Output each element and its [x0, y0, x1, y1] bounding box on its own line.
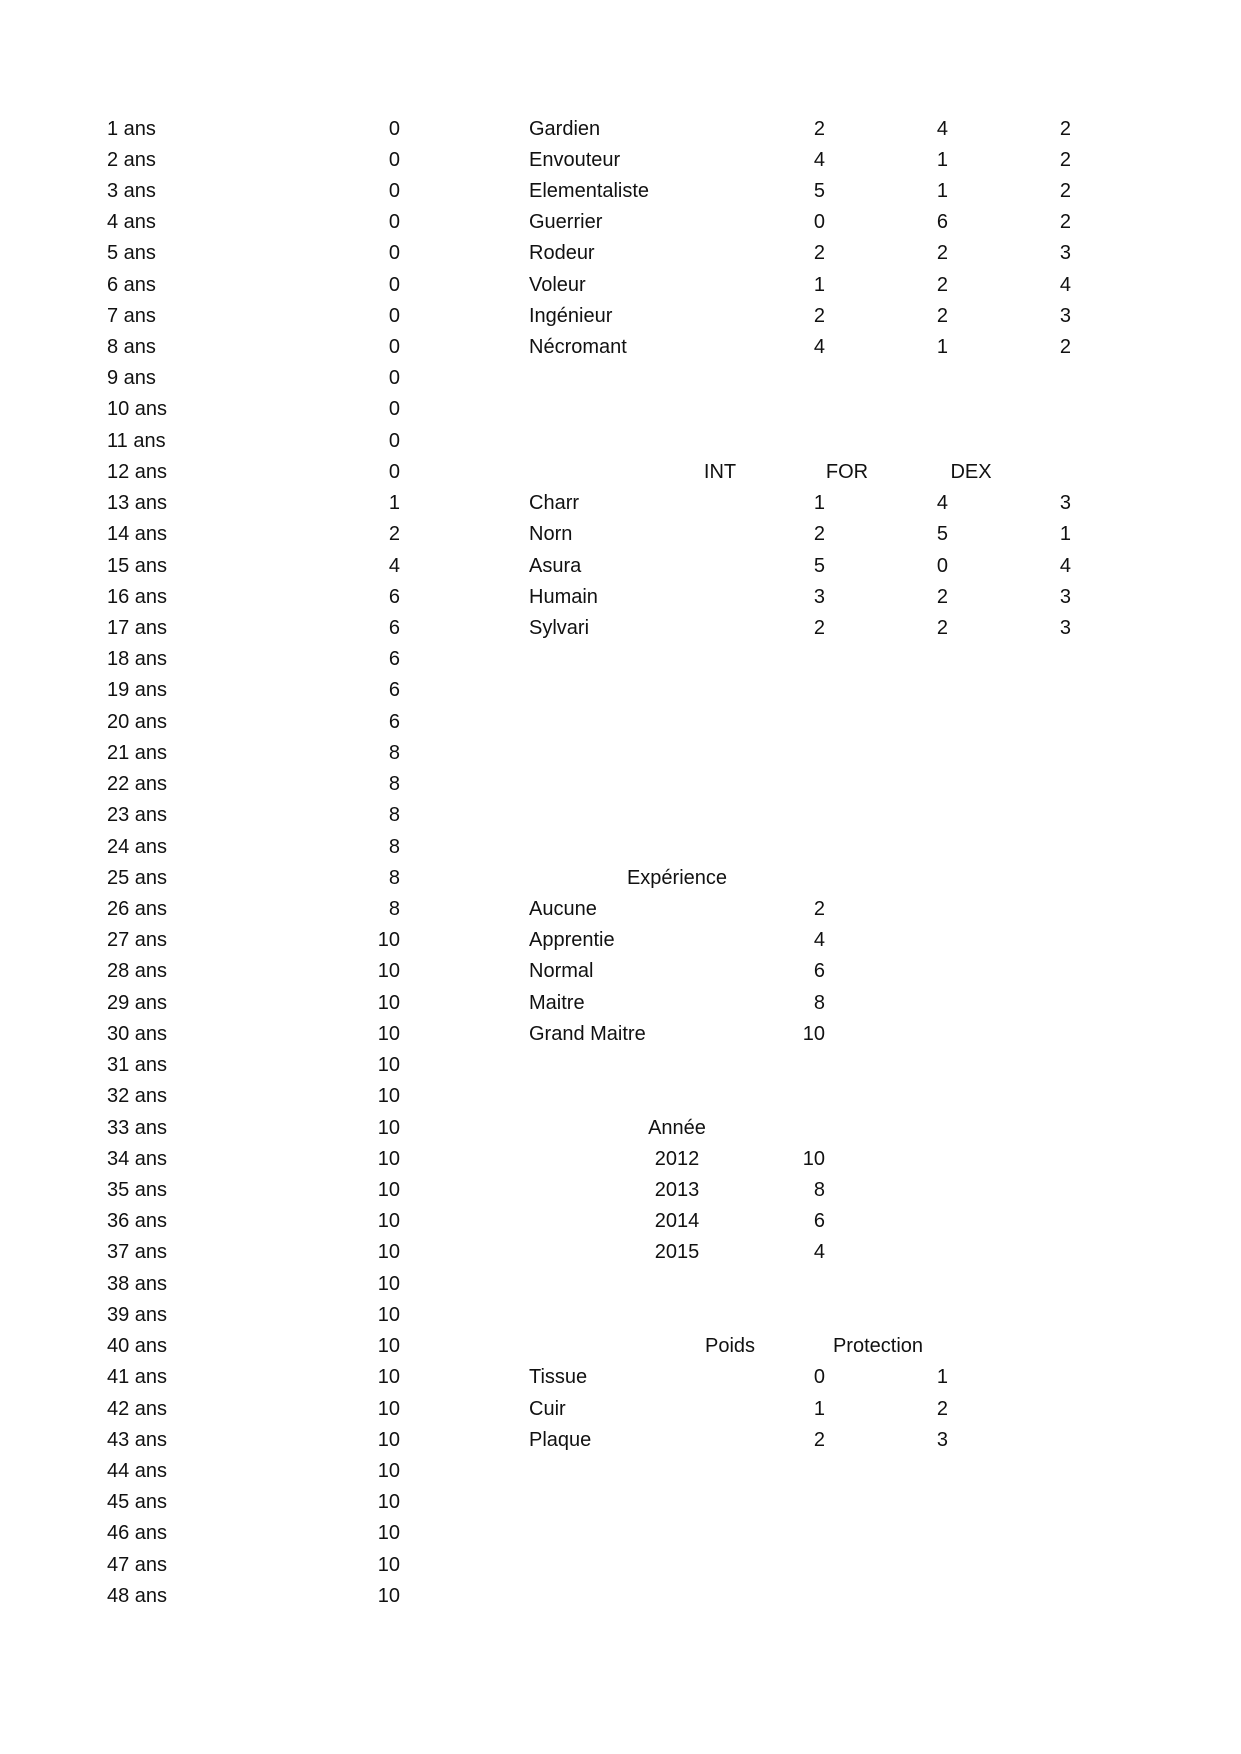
class-name: Nécromant: [529, 336, 627, 359]
age-value: 10: [377, 1178, 400, 1201]
armor-weight: 1: [813, 1397, 825, 1420]
age-label: 7 ans: [107, 304, 156, 327]
race-int: 5: [813, 554, 825, 577]
age-label: 36 ans: [107, 1210, 168, 1233]
race-name: Charr: [529, 492, 580, 515]
armor-protection: 2: [936, 1397, 948, 1420]
age-value: 6: [388, 679, 400, 702]
race-int: 3: [813, 585, 825, 608]
age-label: 23 ans: [107, 804, 168, 827]
age-value: 8: [388, 835, 400, 858]
class-name: Envouteur: [529, 148, 621, 171]
race-for: 5: [936, 523, 948, 546]
age-label: 44 ans: [107, 1459, 168, 1482]
age-label: 43 ans: [107, 1428, 168, 1451]
class-name: Gardien: [529, 117, 601, 140]
age-value: 0: [388, 336, 400, 359]
age-value: 1: [388, 492, 400, 515]
year-label: 2014: [654, 1210, 700, 1233]
age-label: 25 ans: [107, 866, 168, 889]
age-value: 0: [388, 460, 400, 483]
age-label: 4 ans: [107, 211, 156, 234]
race-name: Asura: [529, 554, 582, 577]
year-label: 2013: [654, 1178, 700, 1201]
age-label: 30 ans: [107, 1022, 168, 1045]
age-label: 34 ans: [107, 1147, 168, 1170]
age-label: 10 ans: [107, 398, 168, 421]
class-name: Elementaliste: [529, 179, 650, 202]
race-dex: 3: [1059, 617, 1071, 640]
age-value: 10: [377, 1116, 400, 1139]
armor-name: Plaque: [529, 1428, 592, 1451]
age-label: 24 ans: [107, 835, 168, 858]
race-for: 4: [936, 492, 948, 515]
age-label: 29 ans: [107, 991, 168, 1014]
class-value-1: 4: [813, 336, 825, 359]
experience-level: Apprentie: [529, 929, 615, 952]
age-value: 0: [388, 273, 400, 296]
race-for: 0: [936, 554, 948, 577]
class-name: Rodeur: [529, 242, 595, 265]
age-value: 10: [377, 1054, 400, 1077]
age-label: 48 ans: [107, 1584, 168, 1607]
race-header-int: INT: [703, 460, 737, 483]
race-int: 2: [813, 617, 825, 640]
age-label: 38 ans: [107, 1272, 168, 1295]
armor-protection: 3: [936, 1428, 948, 1451]
age-label: 39 ans: [107, 1303, 168, 1326]
age-value: 0: [388, 242, 400, 265]
age-label: 8 ans: [107, 336, 156, 359]
age-value: 8: [388, 898, 400, 920]
class-name: Ingénieur: [529, 304, 613, 327]
race-for: 2: [936, 617, 948, 640]
experience-value: 10: [802, 1022, 825, 1045]
age-value: 10: [377, 991, 400, 1014]
race-int: 2: [813, 523, 825, 546]
age-value: 10: [377, 1522, 400, 1545]
class-value-1: 2: [813, 117, 825, 140]
class-value-2: 2: [936, 242, 948, 265]
year-value: 10: [802, 1147, 825, 1170]
experience-value: 2: [813, 898, 825, 920]
age-label: 22 ans: [107, 773, 168, 796]
age-value: 0: [388, 148, 400, 171]
age-value: 10: [377, 1272, 400, 1295]
age-value: 10: [377, 929, 400, 952]
age-value: 10: [377, 1303, 400, 1326]
class-value-3: 4: [1059, 273, 1071, 296]
age-label: 2 ans: [107, 148, 156, 171]
race-dex: 3: [1059, 585, 1071, 608]
age-value: 6: [388, 617, 400, 640]
age-value: 8: [388, 741, 400, 764]
age-label: 11 ans: [107, 429, 166, 452]
age-value: 10: [377, 1085, 400, 1108]
age-value: 10: [377, 1366, 400, 1389]
age-label: 5 ans: [107, 242, 156, 265]
age-value: 0: [388, 398, 400, 421]
age-label: 40 ans: [107, 1335, 168, 1358]
age-label: 18 ans: [107, 648, 168, 671]
age-value: 10: [377, 1022, 400, 1045]
class-value-1: 1: [813, 273, 825, 296]
age-value: 0: [388, 211, 400, 234]
age-value: 6: [388, 648, 400, 671]
age-label: 33 ans: [107, 1116, 168, 1139]
class-value-2: 1: [936, 336, 948, 359]
year-value: 6: [813, 1210, 825, 1233]
experience-level: Grand Maitre: [529, 1022, 646, 1045]
class-name: Guerrier: [529, 211, 603, 234]
age-label: 12 ans: [107, 460, 168, 483]
age-label: 42 ans: [107, 1397, 168, 1420]
age-label: 27 ans: [107, 929, 168, 952]
armor-header-poids: Poids: [704, 1335, 756, 1358]
age-label: 1 ans: [107, 117, 156, 140]
race-dex: 3: [1059, 492, 1071, 515]
age-value: 10: [377, 960, 400, 983]
age-value: 0: [388, 179, 400, 202]
age-label: 9 ans: [107, 367, 156, 390]
age-label: 20 ans: [107, 710, 168, 733]
class-value-2: 2: [936, 304, 948, 327]
age-value: 8: [388, 773, 400, 796]
age-value: 10: [377, 1584, 400, 1607]
race-dex: 1: [1059, 523, 1071, 546]
year-value: 4: [813, 1241, 825, 1264]
year-label: 2012: [654, 1147, 700, 1170]
age-label: 21 ans: [107, 741, 168, 764]
age-value: 10: [377, 1553, 400, 1576]
class-value-1: 0: [813, 211, 825, 234]
age-value: 0: [388, 117, 400, 140]
class-value-1: 4: [813, 148, 825, 171]
age-label: 14 ans: [107, 523, 168, 546]
experience-level: Normal: [529, 960, 594, 983]
class-value-2: 1: [936, 148, 948, 171]
age-label: 26 ans: [107, 898, 168, 920]
class-value-3: 2: [1059, 336, 1071, 359]
experience-value: 4: [813, 929, 825, 952]
class-value-3: 3: [1059, 242, 1071, 265]
age-label: 19 ans: [107, 679, 168, 702]
age-value: 4: [388, 554, 400, 577]
race-name: Sylvari: [529, 617, 590, 640]
class-value-2: 6: [936, 211, 948, 234]
age-label: 32 ans: [107, 1085, 168, 1108]
race-for: 2: [936, 585, 948, 608]
age-value: 2: [388, 523, 400, 546]
class-value-3: 2: [1059, 211, 1071, 234]
age-value: 0: [388, 367, 400, 390]
age-value: 10: [377, 1491, 400, 1514]
age-label: 46 ans: [107, 1522, 168, 1545]
year-label: 2015: [654, 1241, 700, 1264]
class-value-1: 5: [813, 179, 825, 202]
age-value: 10: [377, 1397, 400, 1420]
age-label: 15 ans: [107, 554, 168, 577]
experience-level: Aucune: [529, 898, 597, 920]
year-header: Année: [648, 1116, 706, 1139]
age-label: 6 ans: [107, 273, 156, 296]
class-value-3: 2: [1059, 148, 1071, 171]
age-label: 47 ans: [107, 1553, 168, 1576]
race-header-dex: DEX: [950, 460, 992, 483]
age-value: 0: [388, 304, 400, 327]
experience-level: Maitre: [529, 991, 585, 1014]
class-value-2: 1: [936, 179, 948, 202]
race-header-for: FOR: [825, 460, 869, 483]
class-value-3: 2: [1059, 179, 1071, 202]
race-name: Norn: [529, 523, 573, 546]
age-label: 37 ans: [107, 1241, 168, 1264]
age-label: 31 ans: [107, 1054, 168, 1077]
race-dex: 4: [1059, 554, 1071, 577]
age-value: 8: [388, 866, 400, 889]
age-label: 35 ans: [107, 1178, 168, 1201]
age-label: 45 ans: [107, 1491, 168, 1514]
age-value: 10: [377, 1459, 400, 1482]
experience-header: Expérience: [626, 866, 728, 889]
armor-weight: 2: [813, 1428, 825, 1451]
experience-value: 6: [813, 960, 825, 983]
age-value: 6: [388, 585, 400, 608]
age-value: 6: [388, 710, 400, 733]
age-label: 16 ans: [107, 585, 168, 608]
race-name: Humain: [529, 585, 598, 608]
class-value-3: 2: [1059, 117, 1071, 140]
armor-name: Cuir: [529, 1397, 566, 1420]
armor-protection: 1: [936, 1366, 948, 1389]
armor-header-protection: Protection: [832, 1335, 924, 1358]
age-label: 3 ans: [107, 179, 156, 202]
age-label: 17 ans: [107, 617, 168, 640]
armor-weight: 0: [813, 1366, 825, 1389]
age-label: 41 ans: [107, 1366, 168, 1389]
age-value: 10: [377, 1335, 400, 1358]
class-value-2: 2: [936, 273, 948, 296]
age-value: 8: [388, 804, 400, 827]
experience-value: 8: [813, 991, 825, 1014]
class-value-2: 4: [936, 117, 948, 140]
age-value: 10: [377, 1428, 400, 1451]
age-label: 28 ans: [107, 960, 168, 983]
class-value-1: 2: [813, 242, 825, 265]
age-value: 10: [377, 1210, 400, 1233]
class-value-1: 2: [813, 304, 825, 327]
class-value-3: 3: [1059, 304, 1071, 327]
class-name: Voleur: [529, 273, 586, 296]
year-value: 8: [813, 1178, 825, 1201]
age-value: 0: [388, 429, 400, 452]
age-value: 10: [377, 1147, 400, 1170]
armor-name: Tissue: [529, 1366, 588, 1389]
age-label: 13 ans: [107, 492, 168, 515]
race-int: 1: [813, 492, 825, 515]
age-value: 10: [377, 1241, 400, 1264]
